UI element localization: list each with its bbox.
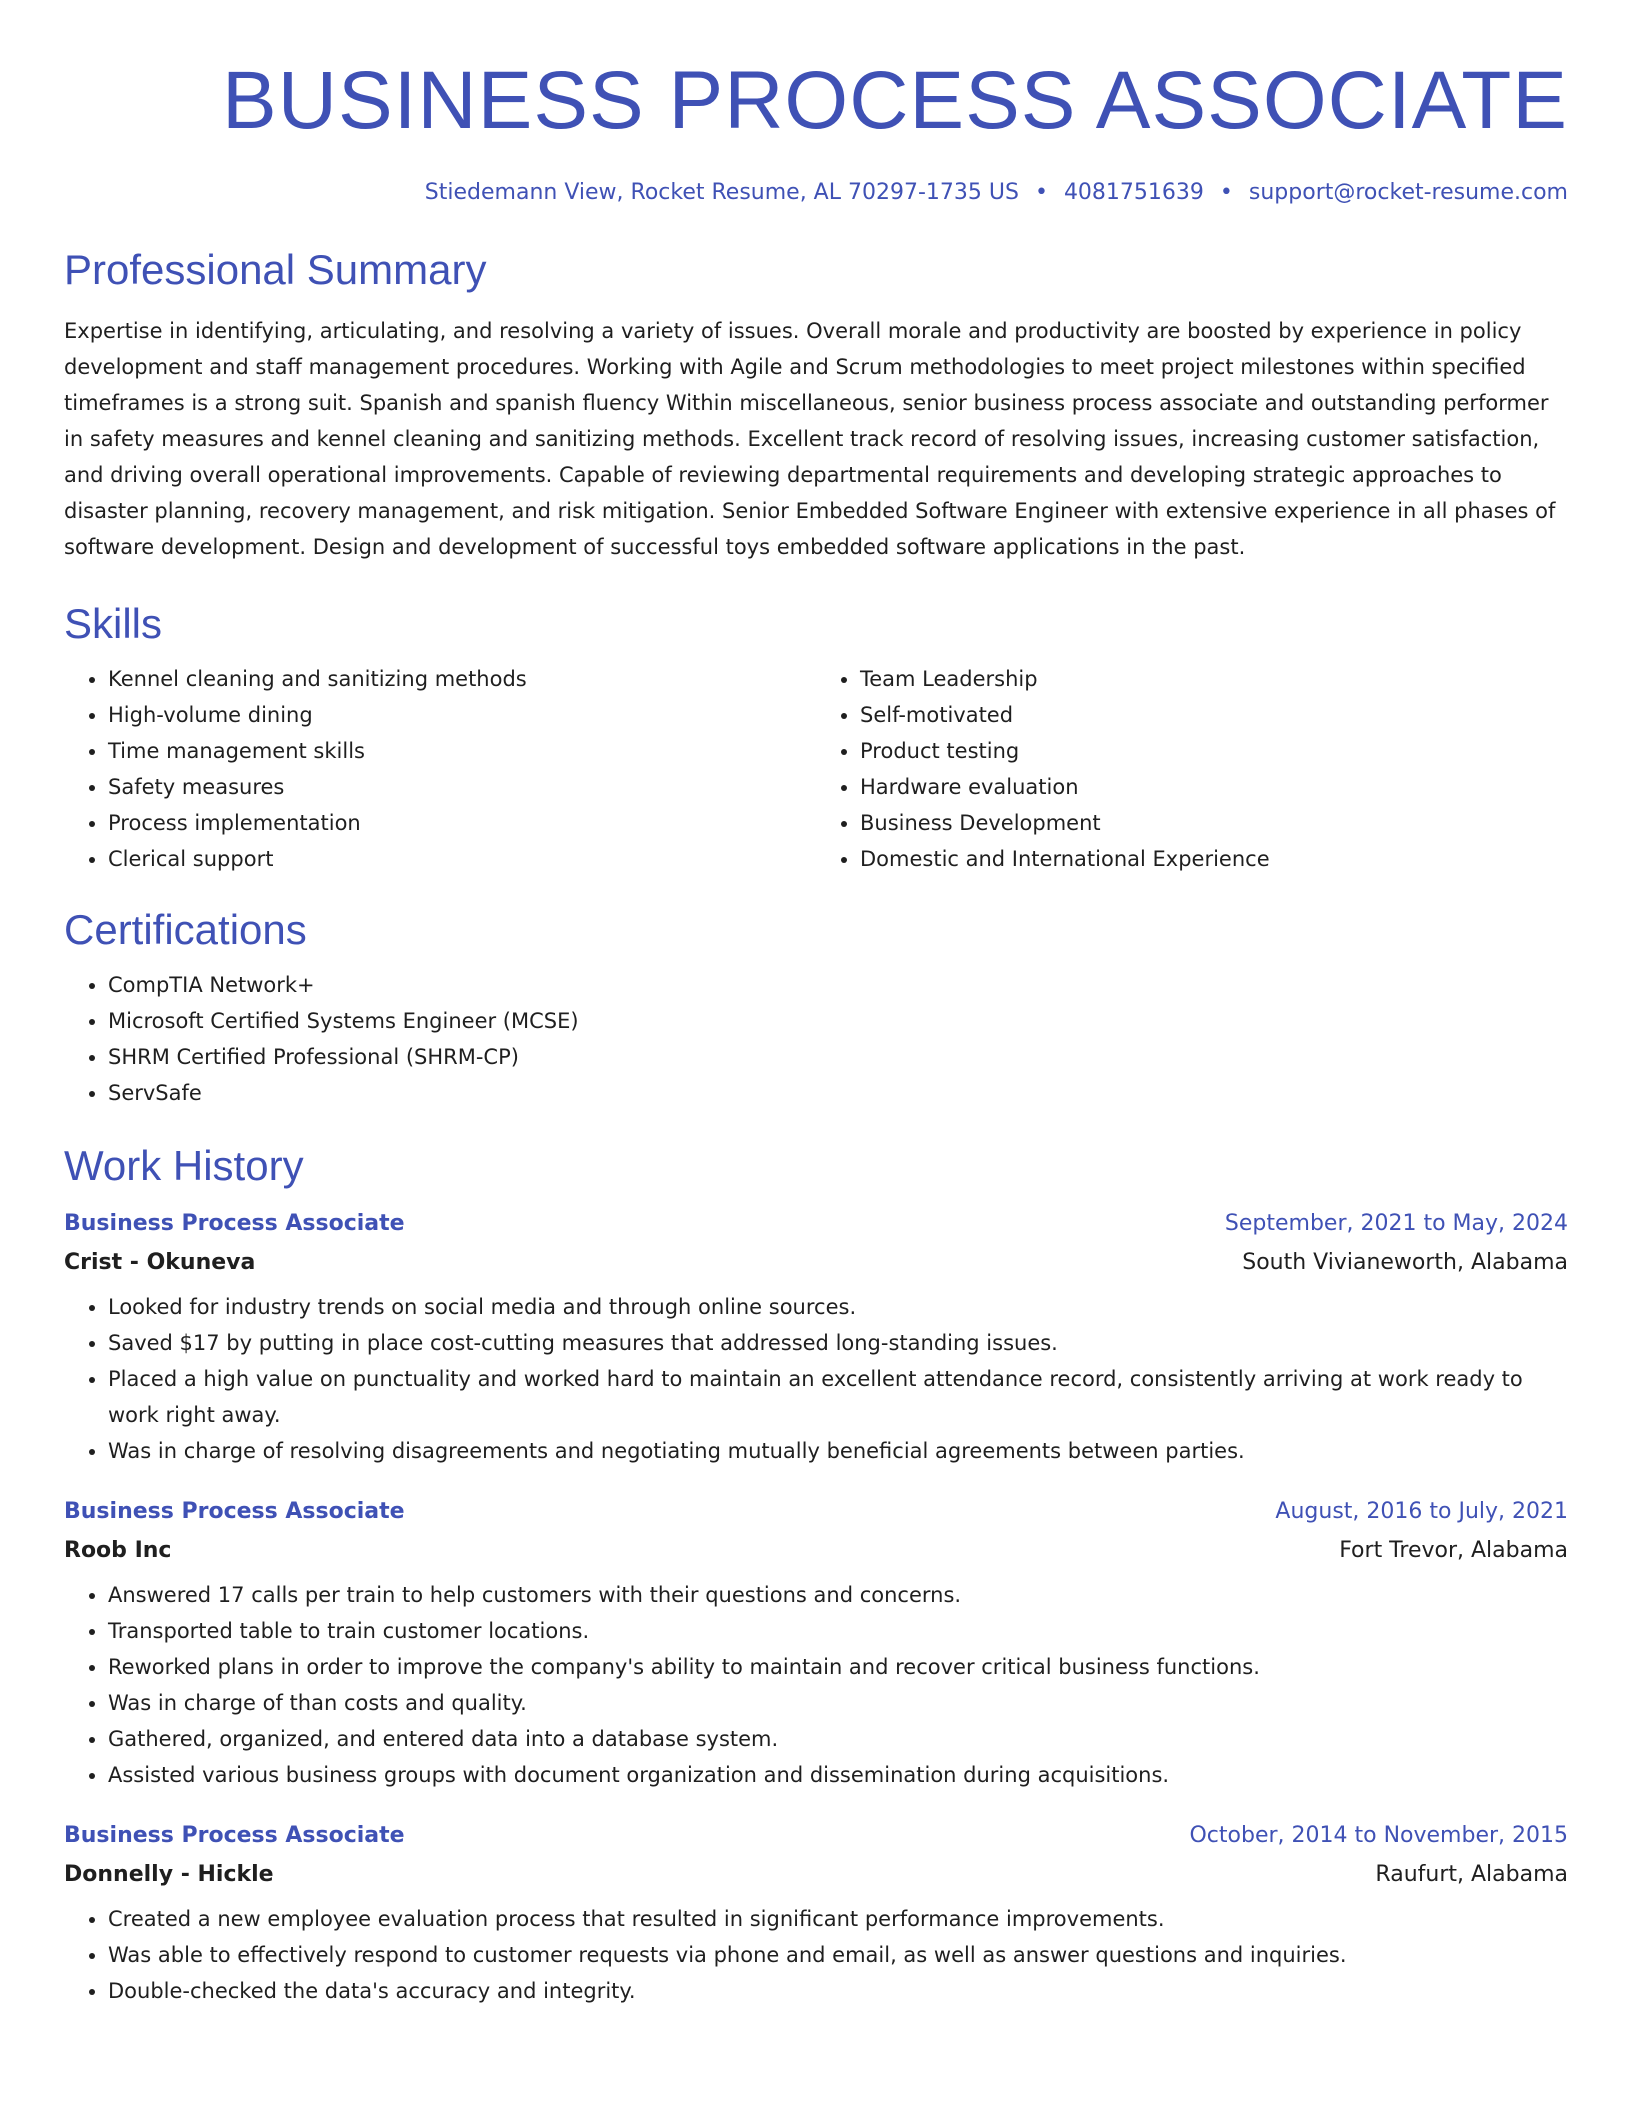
list-item: • Was in charge of resolving disagreements and negotiating mutually beneficial agreements between parties. <box>108 1433 1568 1469</box>
list-item: • Assisted various business groups with document organization and dissemination during acquisitions. <box>108 1757 1568 1793</box>
list-item: • Double-checked the data's accuracy and integrity. <box>108 1973 1568 2009</box>
job-company: Donnelly - Hickle <box>64 1862 274 1887</box>
list-item: • SHRM Certified Professional (SHRM-CP) <box>108 1039 1568 1075</box>
summary-section <box>64 246 1568 565</box>
section-heading-summary: Professional Summary <box>64 246 487 293</box>
contact-separator: • <box>1034 180 1048 205</box>
job-title: Business Process Associate <box>64 1211 405 1236</box>
job-subheader <box>64 1538 1568 1563</box>
section-heading-certifications: Certifications <box>64 906 307 953</box>
list-item: • Microsoft Certified Systems Engineer (MCSE) <box>108 1003 1568 1039</box>
job-date: September, 2021 to May, 2024 <box>1224 1211 1568 1236</box>
list-item: • Was able to effectively respond to customer requests via phone and email, as well as answer questions and inquiries. <box>108 1937 1568 1973</box>
list-item: • Looked for industry trends on social media and through online sources. <box>108 1289 1568 1325</box>
job-bullets <box>64 1577 1568 1793</box>
list-item: • CompTIA Network+ <box>108 967 1568 1003</box>
contact-phone: 4081751639 <box>1063 180 1204 205</box>
list-item: • Business Development <box>860 805 1568 841</box>
list-item: • Safety measures <box>108 769 816 805</box>
job-entry <box>64 1499 1568 1793</box>
list-item: • Placed a high value on punctuality and worked hard to maintain an excellent attendance record, consistently arriving at work ready to work right away. <box>108 1361 1568 1433</box>
list-item: • Self-motivated <box>860 697 1568 733</box>
list-item: • Was in charge of than costs and quality. <box>108 1685 1568 1721</box>
job-location: Fort Trevor, Alabama <box>1339 1538 1568 1563</box>
job-title: Business Process Associate <box>64 1499 405 1524</box>
certifications-list <box>64 967 1568 1111</box>
contact-line <box>64 180 1568 205</box>
job-date: October, 2014 to November, 2015 <box>1189 1823 1568 1848</box>
list-item: • Team Leadership <box>860 661 1568 697</box>
list-item: • Clerical support <box>108 841 816 877</box>
section-heading-skills: Skills <box>64 600 163 647</box>
job-header <box>64 1211 1568 1236</box>
list-item: • Gathered, organized, and entered data into a database system. <box>108 1721 1568 1757</box>
job-date: August, 2016 to July, 2021 <box>1275 1499 1568 1524</box>
list-item: • Hardware evaluation <box>860 769 1568 805</box>
certifications-section <box>64 906 1568 1111</box>
contact-address: Stiedemann View, Rocket Resume, AL 70297-1735 US <box>424 180 1019 205</box>
list-item: • ServSafe <box>108 1075 1568 1111</box>
list-item: • Reworked plans in order to improve the company's ability to maintain and recover critical business functions. <box>108 1649 1568 1685</box>
list-item: • Process implementation <box>108 805 816 841</box>
job-bullets <box>64 1289 1568 1469</box>
contact-separator: • <box>1219 180 1233 205</box>
job-company: Roob Inc <box>64 1538 172 1563</box>
list-item: • Answered 17 calls per train to help customers with their questions and concerns. <box>108 1577 1568 1613</box>
list-item: • Time management skills <box>108 733 816 769</box>
resume-title: BUSINESS PROCESS ASSOCIATE <box>222 55 1568 146</box>
summary-text: Expertise in identifying, articulating, and resolving a variety of issues. Overall morale and productivity are boosted by experience in policy development and staff management procedures. Working with Agile and Scrum methodologies to meet project milestones within specified timeframes is a strong suit. Spanish and spanish fluency Within miscellaneous, senior business process associate and outstanding performer in safety measures and kennel cleaning and sanitizing methods. Excellent track record of resolving issues, increasing customer satisfaction, and driving overall operational improvements. Capable of reviewing departmental requirements and developing strategic approaches to disaster planning, recovery management, and risk mitigation. Senior Embedded Software Engineer with extensive experience in all phases of software development. Design and development of successful toys embedded software applications in the past. <box>64 319 1556 559</box>
work-history-section <box>64 1142 1568 2009</box>
job-subheader <box>64 1862 1568 1887</box>
job-company: Crist - Okuneva <box>64 1250 256 1275</box>
skills-list-right <box>816 661 1568 877</box>
job-location: Raufurt, Alabama <box>1375 1862 1568 1887</box>
job-header <box>64 1499 1568 1524</box>
section-heading-work-history: Work History <box>64 1142 304 1189</box>
job-subheader <box>64 1250 1568 1275</box>
job-bullets <box>64 1901 1568 2009</box>
list-item: • Transported table to train customer locations. <box>108 1613 1568 1649</box>
skills-columns <box>64 661 1568 877</box>
list-item: • Domestic and International Experience <box>860 841 1568 877</box>
skills-section <box>64 600 1568 877</box>
skills-list-left <box>64 661 816 877</box>
job-title: Business Process Associate <box>64 1823 405 1848</box>
list-item: • Created a new employee evaluation process that resulted in significant performance improvements. <box>108 1901 1568 1937</box>
job-entry <box>64 1211 1568 1469</box>
list-item: • Product testing <box>860 733 1568 769</box>
job-entry <box>64 1823 1568 2009</box>
list-item: • Saved $17 by putting in place cost-cutting measures that addressed long-standing issues. <box>108 1325 1568 1361</box>
job-header <box>64 1823 1568 1848</box>
contact-email: support@rocket-resume.com <box>1248 180 1568 205</box>
list-item: • High-volume dining <box>108 697 816 733</box>
job-location: South Vivianeworth, Alabama <box>1242 1250 1568 1275</box>
list-item: • Kennel cleaning and sanitizing methods <box>108 661 816 697</box>
